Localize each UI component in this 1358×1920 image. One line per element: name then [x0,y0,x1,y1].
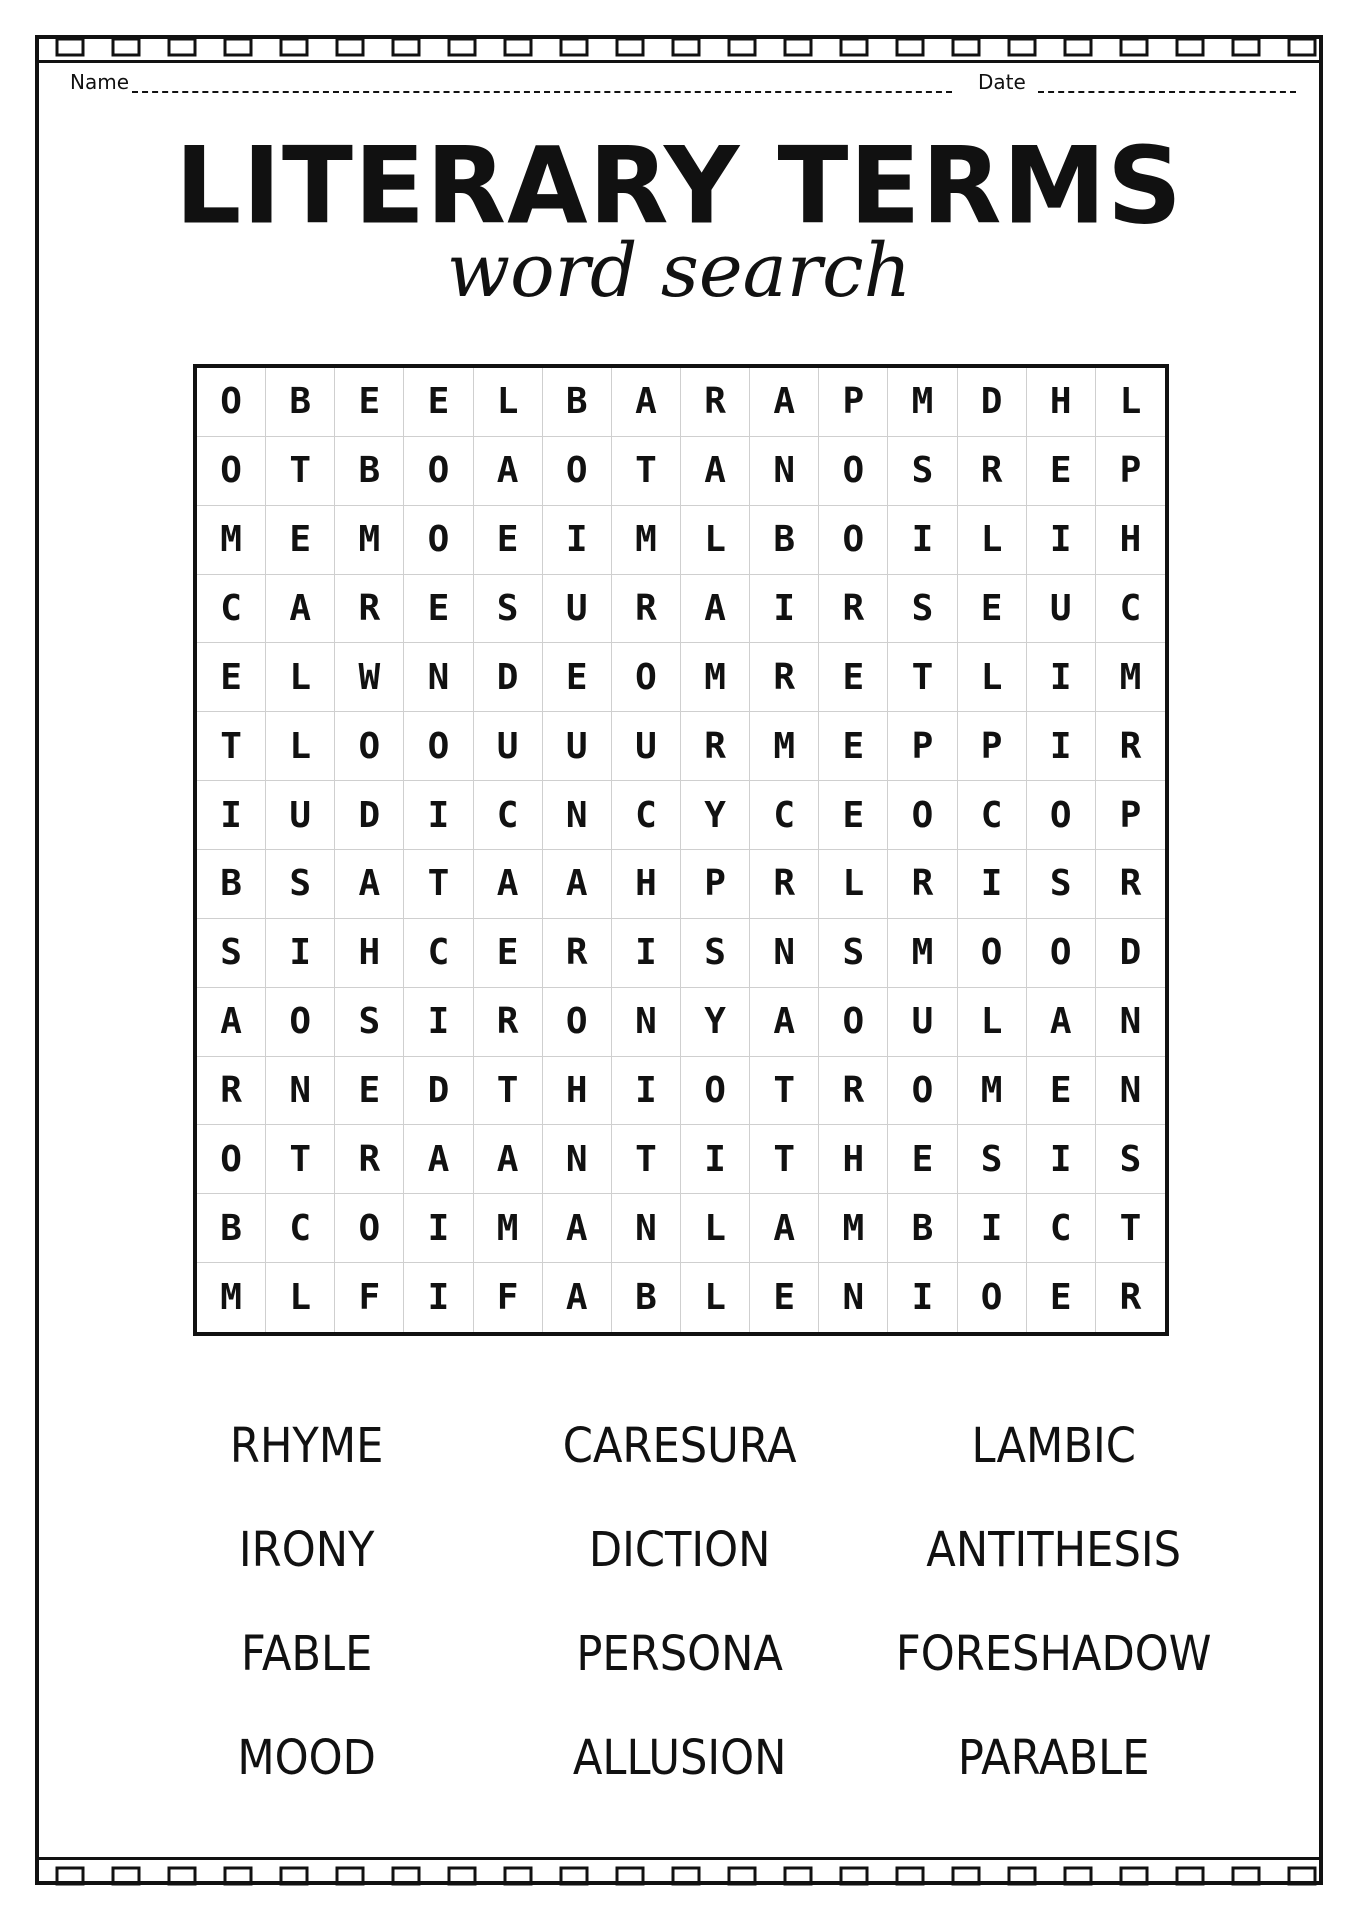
grid-cell[interactable]: L [1096,368,1165,437]
grid-cell[interactable]: M [474,1194,543,1263]
grid-cell[interactable]: O [404,506,473,575]
grid-cell[interactable]: I [404,988,473,1057]
grid-cell[interactable]: R [1096,712,1165,781]
grid-cell[interactable]: R [197,1057,266,1126]
word-list-item: CARESURA [563,1418,797,1474]
grid-cell[interactable]: A [750,368,819,437]
grid-cell[interactable]: R [1096,850,1165,919]
grid-cell[interactable]: R [335,1125,404,1194]
word-search-grid [193,364,1169,1336]
grid-cell[interactable]: T [750,1057,819,1126]
grid-cell[interactable]: B [888,1194,957,1263]
grid-cell[interactable]: H [1027,368,1096,437]
grid-cell[interactable]: E [1027,437,1096,506]
grid-cell[interactable]: C [474,781,543,850]
word-list-item: PARABLE [957,1730,1150,1786]
grid-cell[interactable]: A [681,437,750,506]
grid-cell[interactable]: L [474,368,543,437]
grid-cell[interactable]: M [750,712,819,781]
grid-cell[interactable]: I [266,919,335,988]
grid-cell[interactable]: H [1096,506,1165,575]
grid-cell[interactable]: O [543,988,612,1057]
grid-cell[interactable]: E [474,506,543,575]
word-list-item: LAMBIC [971,1418,1136,1474]
grid-cell[interactable]: C [404,919,473,988]
grid-cell[interactable]: N [266,1057,335,1126]
grid-cell[interactable]: T [266,437,335,506]
grid-cell[interactable]: A [266,575,335,644]
grid-cell[interactable]: N [750,919,819,988]
date-field[interactable] [1038,91,1296,93]
grid-cell[interactable]: T [404,850,473,919]
grid-cell[interactable]: N [819,1263,888,1332]
grid-cell[interactable]: M [197,506,266,575]
name-field[interactable] [132,91,952,93]
grid-cell[interactable]: R [612,575,681,644]
grid-cell[interactable]: A [1027,988,1096,1057]
grid-cell[interactable]: M [888,368,957,437]
grid-cell[interactable]: U [612,712,681,781]
word-list-item: MOOD [237,1730,376,1786]
word-list-item: PERSONA [576,1626,784,1682]
grid-cell[interactable]: B [612,1263,681,1332]
grid-cell[interactable]: U [888,988,957,1057]
grid-cell[interactable]: M [612,506,681,575]
grid-cell[interactable]: O [819,506,888,575]
grid-cell[interactable]: U [543,575,612,644]
grid-cell[interactable]: E [543,643,612,712]
square-wave-pattern [35,1860,1323,1888]
grid-cell[interactable]: U [1027,575,1096,644]
grid-cell[interactable]: U [543,712,612,781]
grid-cell[interactable]: N [612,1194,681,1263]
grid-cell[interactable]: I [612,919,681,988]
grid-cell[interactable]: R [750,643,819,712]
name-date-line [70,70,1300,100]
grid-cell[interactable]: A [474,437,543,506]
grid-cell[interactable]: R [681,368,750,437]
grid-cell[interactable]: W [335,643,404,712]
grid-cell[interactable]: D [958,368,1027,437]
grid-cell[interactable]: S [474,575,543,644]
grid-cell[interactable]: A [612,368,681,437]
grid-cell[interactable]: M [681,643,750,712]
grid-cell[interactable]: H [543,1057,612,1126]
grid-cell[interactable]: O [335,1194,404,1263]
grid-cell[interactable]: C [197,575,266,644]
grid-cell[interactable]: O [681,1057,750,1126]
page-subtitle: word search [446,228,912,314]
word-list-item: ANTITHESIS [925,1522,1181,1578]
grid-cell[interactable]: A [474,850,543,919]
grid-cell[interactable]: H [819,1125,888,1194]
grid-cell[interactable]: O [958,919,1027,988]
grid-cell[interactable]: E [474,919,543,988]
grid-cell[interactable]: D [404,1057,473,1126]
grid-cell[interactable]: D [474,643,543,712]
grid-cell[interactable]: I [404,1194,473,1263]
grid-cell[interactable]: M [819,1194,888,1263]
grid-cell[interactable]: T [1096,1194,1165,1263]
grid-cell[interactable]: M [958,1057,1027,1126]
grid-cell[interactable]: Y [681,781,750,850]
grid-cell[interactable]: S [819,919,888,988]
grid-cell[interactable]: S [197,919,266,988]
grid-cell[interactable]: E [819,643,888,712]
word-list-item: ALLUSION [573,1730,787,1786]
grid-cell[interactable]: T [750,1125,819,1194]
grid-cell[interactable]: R [819,575,888,644]
grid-cell[interactable]: P [1096,437,1165,506]
grid-cell[interactable]: A [474,1125,543,1194]
grid-cell[interactable]: B [266,368,335,437]
grid-cell[interactable]: O [1027,781,1096,850]
grid-cell[interactable]: I [750,575,819,644]
grid-cell[interactable]: A [197,988,266,1057]
grid-cell[interactable]: A [543,1263,612,1332]
grid-cell[interactable]: O [819,988,888,1057]
grid-cell[interactable]: R [474,988,543,1057]
grid-cell[interactable]: I [1027,643,1096,712]
grid-cell[interactable]: N [1096,988,1165,1057]
grid-cell[interactable]: C [266,1194,335,1263]
grid-cell[interactable]: I [1027,1125,1096,1194]
grid-cell[interactable]: N [750,437,819,506]
grid-cell[interactable]: U [474,712,543,781]
grid-cell[interactable]: R [819,1057,888,1126]
grid-cell[interactable]: O [266,988,335,1057]
grid-cell[interactable]: M [197,1263,266,1332]
grid-cell[interactable]: L [266,1263,335,1332]
grid-cell[interactable]: U [266,781,335,850]
grid-cell[interactable]: T [612,437,681,506]
grid-cell[interactable]: M [1096,643,1165,712]
grid-cell[interactable]: E [266,506,335,575]
grid-cell[interactable]: H [335,919,404,988]
grid-cell[interactable]: B [750,506,819,575]
grid-cell[interactable]: H [612,850,681,919]
grid-cell[interactable]: I [404,781,473,850]
grid-cell[interactable]: P [681,850,750,919]
grid-cell[interactable]: T [197,712,266,781]
grid-cell[interactable]: L [266,643,335,712]
grid-cell[interactable]: C [1027,1194,1096,1263]
grid-cell[interactable]: N [543,781,612,850]
grid-cell[interactable]: O [819,437,888,506]
page-title: LITERARY TERMS [175,123,1183,249]
grid-cell[interactable]: A [543,1194,612,1263]
grid-cell[interactable]: I [1027,712,1096,781]
grid-cell[interactable]: E [750,1263,819,1332]
grid-cell[interactable]: E [1027,1263,1096,1332]
grid-cell[interactable]: L [681,1194,750,1263]
grid-cell[interactable]: N [404,643,473,712]
grid-cell[interactable]: S [681,919,750,988]
grid-cell[interactable]: I [543,506,612,575]
grid-cell[interactable]: B [197,850,266,919]
grid-cell[interactable]: A [681,575,750,644]
grid-cell[interactable]: N [1096,1057,1165,1126]
grid-cell[interactable]: O [197,1125,266,1194]
grid-cell[interactable]: A [750,988,819,1057]
grid-cell[interactable]: L [681,1263,750,1332]
grid-cell[interactable]: E [958,575,1027,644]
grid-cell[interactable]: R [335,575,404,644]
grid-cell[interactable]: D [1096,919,1165,988]
grid-cell[interactable]: S [266,850,335,919]
grid-cell[interactable]: O [543,437,612,506]
grid-cell[interactable]: L [266,712,335,781]
grid-cell[interactable]: R [681,712,750,781]
name-label: Name [70,70,130,94]
grid-cell[interactable]: C [612,781,681,850]
grid-cell[interactable]: R [1119,1277,1142,1319]
grid-cell[interactable]: O [888,781,957,850]
grid-cell[interactable]: F [474,1263,543,1332]
grid-cell[interactable]: E [888,1125,957,1194]
grid-cell[interactable]: C [958,781,1027,850]
word-list-item: FABLE [240,1626,373,1682]
grid-cell[interactable]: R [543,919,612,988]
grid-cell[interactable]: O [197,368,266,437]
grid-cell[interactable]: I [958,1194,1027,1263]
grid-cell[interactable]: A [404,1125,473,1194]
grid-cell[interactable]: R [958,437,1027,506]
grid-cell[interactable]: P [819,368,888,437]
grid-cell[interactable]: T [612,1125,681,1194]
grid-cell[interactable]: A [543,850,612,919]
grid-cell[interactable]: S [1027,850,1096,919]
grid-cell[interactable]: O [404,437,473,506]
grid-cell[interactable]: F [335,1263,404,1332]
grid-cell[interactable]: T [888,643,957,712]
grid-cell[interactable]: C [750,781,819,850]
grid-cell[interactable]: E [404,575,473,644]
grid-cell[interactable]: I [888,506,957,575]
grid-cell[interactable]: S [958,1125,1027,1194]
grid-cell[interactable]: S [888,575,957,644]
grid-cell[interactable]: E [335,368,404,437]
grid-cell[interactable]: L [958,988,1027,1057]
word-list-item: RHYME [229,1418,384,1474]
grid-cell[interactable]: L [958,506,1027,575]
grid-cell[interactable]: E [819,781,888,850]
grid-cell[interactable]: P [958,712,1027,781]
grid-cell[interactable]: R [750,850,819,919]
grid-cell[interactable]: T [266,1125,335,1194]
grid-cell[interactable]: E [819,712,888,781]
grid-cell[interactable]: I [612,1057,681,1126]
grid-cell[interactable]: I [197,781,266,850]
word-list [120,1418,1240,1786]
grid-cell[interactable]: I [404,1263,473,1332]
grid-cell[interactable]: N [543,1125,612,1194]
grid-cell[interactable]: O [197,437,266,506]
grid-cell[interactable]: C [1096,575,1165,644]
bottom-border-decoration [35,1857,1323,1885]
grid-cell[interactable]: A [335,850,404,919]
grid-cell[interactable]: O [1027,919,1096,988]
grid-cell[interactable]: E [1027,1057,1096,1126]
grid-cell[interactable]: E [335,1057,404,1126]
grid-cell[interactable]: S [1096,1125,1165,1194]
grid-cell[interactable]: E [197,643,266,712]
grid-cell[interactable]: O [612,643,681,712]
grid-cell[interactable]: Y [681,988,750,1057]
grid-cell[interactable]: D [335,781,404,850]
grid-cell[interactable]: E [404,368,473,437]
grid-cell[interactable]: O [404,712,473,781]
grid-cell[interactable]: B [197,1194,266,1263]
grid-cell[interactable]: L [819,850,888,919]
grid-cell[interactable]: P [888,712,957,781]
top-border-decoration [35,35,1323,63]
grid-cell[interactable]: I [681,1125,750,1194]
grid-cell[interactable]: P [1096,781,1165,850]
grid-cell[interactable]: L [681,506,750,575]
grid-cell[interactable]: T [474,1057,543,1126]
grid-cell[interactable]: M [335,506,404,575]
grid-cell[interactable]: O [888,1057,957,1126]
grid-cell[interactable]: A [750,1194,819,1263]
grid-cell[interactable]: N [612,988,681,1057]
grid-cell[interactable]: I [958,850,1027,919]
grid-cell[interactable]: I [888,1263,957,1332]
word-list-item: IRONY [238,1522,375,1578]
grid-cell[interactable]: S [335,988,404,1057]
grid-cell[interactable]: B [335,437,404,506]
grid-cell[interactable]: B [543,368,612,437]
word-list-item: DICTION [589,1522,771,1578]
grid-cell[interactable]: R [888,850,957,919]
grid-cell[interactable]: O [958,1263,1027,1332]
grid-cell[interactable]: L [958,643,1027,712]
word-list-item: FORESHADOW [895,1626,1212,1682]
grid-cell[interactable]: M [888,919,957,988]
grid-cell[interactable]: S [888,437,957,506]
square-wave-pattern [35,35,1323,63]
grid-cell[interactable]: I [1027,506,1096,575]
date-label: Date [978,70,1026,94]
grid-cell[interactable]: O [335,712,404,781]
